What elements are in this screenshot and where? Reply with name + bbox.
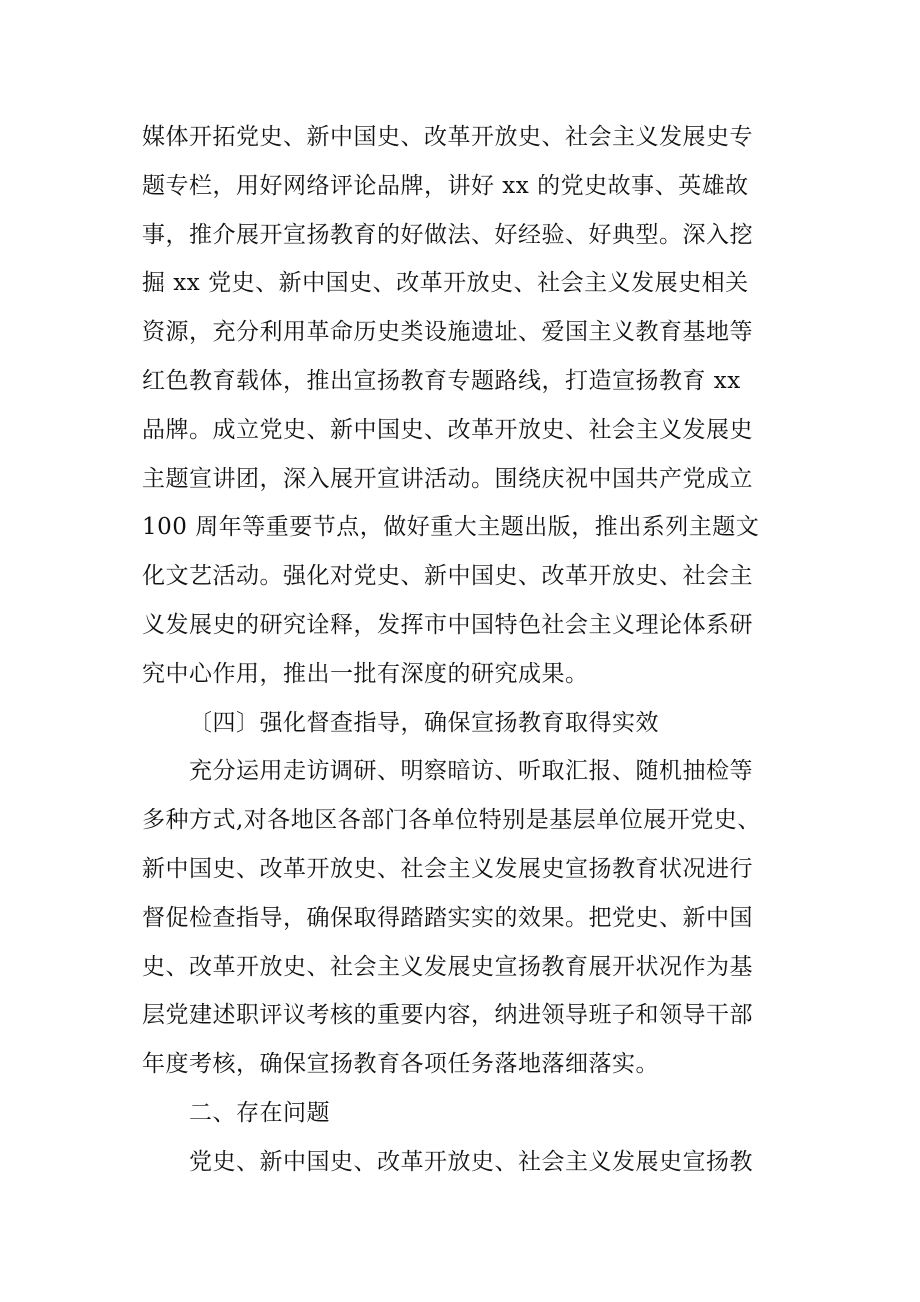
text-line: 题专栏，用好网络评论品牌，讲好 xx 的党史故事、英雄故 xyxy=(142,172,749,199)
text-line: 层党建述职评议考核的重要内容，纳进领导班子和领导干部 xyxy=(142,1002,753,1029)
text-line: 品牌。成立党史、新中国史、改革开放史、社会主义发展史 xyxy=(142,416,753,443)
section-heading: 二、存在问题 xyxy=(189,1099,330,1126)
text-line: 督促检查指导，确保取得踏踏实实的效果。把党史、新中国 xyxy=(142,904,753,931)
text-line: 史、改革开放史、社会主义发展史宣扬教育展开状况作为基 xyxy=(142,953,753,980)
text-line: 100 周年等重要节点，做好重大主题出版，推出系列主题文 xyxy=(142,514,760,541)
text-line: 义发展史的研究诠释，发挥市中国特色社会主义理论体系研 xyxy=(142,611,753,638)
text-line: 掘 xx 党史、新中国史、改革开放史、社会主义发展史相关 xyxy=(142,270,749,297)
text-line: 事，推介展开宣扬教育的好做法、好经验、好典型。深入挖 xyxy=(142,221,753,248)
text-line: 红色教育载体，推出宣扬教育专题路线，打造宣扬教育 xx xyxy=(142,367,741,394)
body-text xyxy=(142,113,782,1187)
text-line: 新中国史、改革开放史、社会主义发展史宣扬教育状况进行 xyxy=(142,855,753,882)
text-line: 充分运用走访调研、明察暗访、听取汇报、随机抽检等 xyxy=(189,758,753,785)
text-line: 究中心作用，推出一批有深度的研究成果。 xyxy=(142,660,589,687)
text-line: 资源，充分利用革命历史类设施遗址、爱国主义教育基地等 xyxy=(142,319,753,346)
section-heading: 〔四〕强化督查指导，确保宣扬教育取得实效 xyxy=(189,709,659,736)
text-line: 党史、新中国史、改革开放史、社会主义发展史宣扬教 xyxy=(189,1148,753,1175)
text-line: 化文艺活动。强化对党史、新中国史、改革开放史、社会主 xyxy=(142,563,753,590)
text-line: 媒体开拓党史、新中国史、改革开放史、社会主义发展史专 xyxy=(142,124,753,150)
text-line: 年度考核，确保宣扬教育各项任务落地落细落实。 xyxy=(142,1051,659,1078)
text-line: 多种方式,对各地区各部门各单位特别是基层单位展开党史、 xyxy=(142,807,761,834)
text-line: 主题宣讲团，深入展开宣讲活动。围绕庆祝中国共产党成立 xyxy=(142,465,753,492)
